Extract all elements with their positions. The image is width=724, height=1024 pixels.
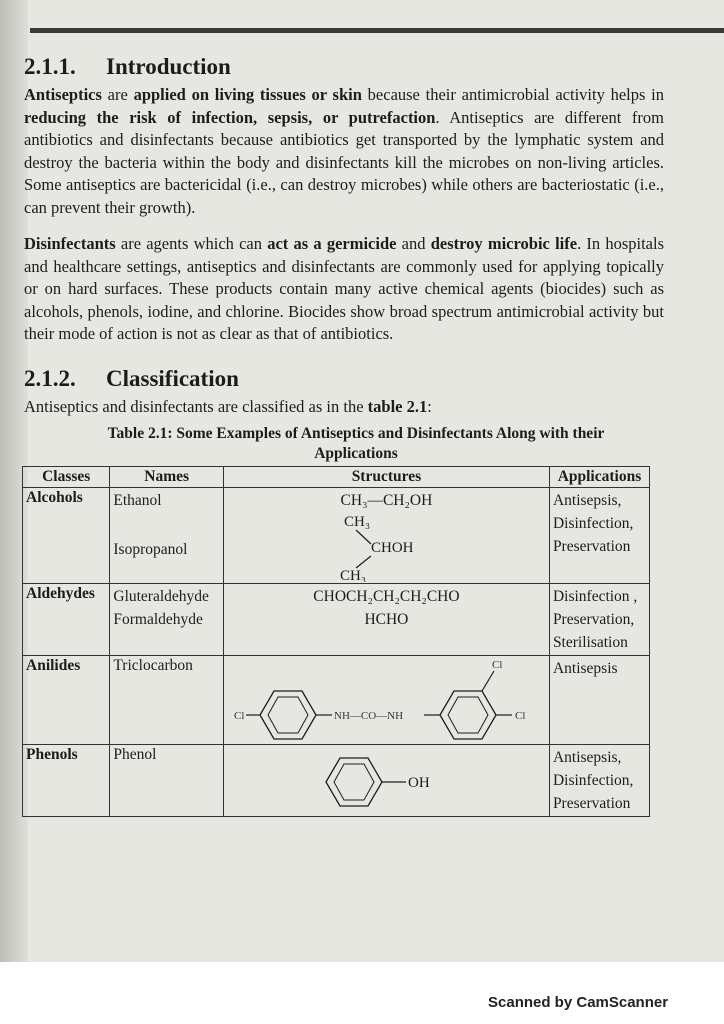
name-triclocarbon: Triclocarbon — [110, 656, 224, 745]
header-structures: Structures — [223, 467, 549, 488]
isopropanol-structure — [316, 512, 456, 582]
paragraph-run: destroy microbic life — [430, 234, 578, 253]
paragraph-run: applied on living tissues or skin — [133, 85, 362, 104]
class-anilides: Anilides — [23, 656, 110, 745]
formula-formaldehyde: HCHO — [364, 611, 409, 628]
iso-chohh: CHOH — [371, 540, 414, 556]
cl-left: Cl — [234, 710, 245, 722]
cl-right: Cl — [515, 710, 526, 722]
classification-title: Classification — [106, 365, 239, 391]
classification-text — [24, 396, 664, 419]
paragraph-run: act as a germicide — [267, 234, 397, 253]
app-line: Disinfection, — [552, 515, 634, 532]
class-phenols: Phenols — [23, 745, 110, 817]
app-line: Disinfection, — [552, 772, 634, 789]
app-line: Antisepsis, — [552, 492, 622, 509]
applications-anilides — [549, 656, 649, 745]
table-header-row — [23, 467, 650, 488]
structures-aldehydes — [223, 584, 549, 656]
app-line: Antisepsis — [552, 660, 618, 677]
table-row-anilides — [23, 656, 650, 745]
header-names: Names — [110, 467, 224, 488]
app-line: Sterilisation — [552, 634, 628, 651]
table-caption-line-1: Table 2.1: Some Examples of Antiseptics and Disinfectants Along with their — [107, 425, 605, 442]
iso-bond-bottom — [356, 556, 371, 568]
name-isopropanol: Isopropanol — [113, 541, 188, 558]
classification-text-post: : — [427, 396, 432, 416]
table-caption — [46, 424, 666, 464]
header-applications: Applications — [549, 467, 649, 488]
app-line: Preservation — [552, 538, 631, 555]
paragraph-run: because their antimicrobial activity helps in — [361, 85, 664, 104]
scanner-watermark: Scanned by CamScanner — [488, 994, 669, 1011]
paragraph-run: Disinfectants — [24, 234, 116, 253]
formula-ethanol: CH₃—CH₂OH — [340, 492, 433, 509]
table-caption-line-2: Applications — [314, 445, 398, 462]
nh-co-nh: NH—CO—NH — [334, 710, 404, 722]
antiseptics-table — [22, 466, 650, 817]
phenol-structure — [286, 746, 486, 814]
structures-alcohols — [223, 488, 549, 584]
paragraph-run: reducing the risk of infection, sepsis, or putrefaction — [24, 107, 436, 127]
intro-title: Introduction — [106, 54, 231, 79]
app-line: Preservation — [552, 795, 631, 812]
bond-cl-top — [482, 671, 494, 691]
paragraph-run: are — [101, 85, 134, 104]
table-row-phenols — [23, 745, 650, 817]
classification-number: 2.1.2. — [24, 365, 76, 391]
app-line: Disinfection , — [552, 588, 638, 605]
paragraph-run: . Antiseptics are different from antibiotics and disinfectants because antibiotics get transported by the lymphatic system and destroy the bacteria within the body and disinfectants kill the microbes on non-living articles. Some antiseptics are bactericidal (i.e., can destroy microbes) while others are bacteriostatic (i.e., can prevent their growth). — [24, 107, 664, 217]
names-alcohols — [110, 488, 224, 584]
applications-phenols — [549, 745, 649, 817]
intro-paragraph-1 — [24, 84, 664, 219]
benzene-ring-right-inner — [448, 697, 488, 733]
benzene-ring-left-inner — [268, 697, 308, 733]
name-gluteraldehyde: Gluteraldehyde — [113, 588, 209, 605]
paragraph-run: are agents which can — [115, 234, 268, 253]
class-alcohols: Alcohols — [23, 488, 110, 584]
paragraph-run: Antiseptics — [24, 85, 102, 104]
classification-heading — [24, 366, 664, 392]
formula-gluteraldehyde: CHOCH₂CH₂CH₂CHO — [313, 588, 460, 605]
names-aldehydes — [110, 584, 224, 656]
applications-alcohols — [549, 488, 649, 584]
triclocarbon-structure — [228, 657, 544, 743]
table-row-alcohols — [23, 488, 650, 584]
intro-paragraph-2 — [24, 233, 664, 346]
app-line: Preservation, — [552, 611, 635, 628]
iso-bond-top — [356, 530, 371, 544]
classification-text-bold: table 2.1 — [367, 396, 428, 416]
phenol-ring-inner — [334, 764, 374, 800]
paragraph-run: and — [396, 234, 431, 253]
header-classes: Classes — [23, 467, 110, 488]
book-page — [24, 40, 664, 817]
iso-ch3-top: CH₃ — [344, 514, 371, 530]
app-line: Antisepsis, — [552, 749, 622, 766]
phenol-oh: OH — [408, 775, 431, 791]
intro-heading — [24, 54, 664, 80]
paragraph-run: . In hospitals and healthcare settings, antiseptics and disinfectants are commonly used for applying topically or on hard surfaces. These products contain many active chemical agents (biocides) such as alcohols, phenols, iodine, and chlorine. Biocides show broad spectrum antimicrobial activity but their mode of action is not as clear as that of antibiotics. — [24, 234, 665, 343]
structure-triclocarbon — [223, 656, 549, 745]
table-row-aldehydes — [23, 584, 650, 656]
cl-top: Cl — [492, 659, 503, 671]
name-formaldehyde: Formaldehyde — [113, 611, 203, 628]
name-phenol: Phenol — [110, 745, 224, 817]
classification-text-pre: Antiseptics and disinfectants are classified as in the — [24, 396, 368, 416]
iso-ch3-bottom: CH₃ — [340, 568, 367, 582]
class-aldehydes: Aldehydes — [23, 584, 110, 656]
name-ethanol: Ethanol — [113, 492, 162, 509]
top-rule — [30, 28, 724, 33]
applications-aldehydes — [549, 584, 649, 656]
structure-phenol — [223, 745, 549, 817]
intro-number: 2.1.1. — [24, 54, 76, 79]
